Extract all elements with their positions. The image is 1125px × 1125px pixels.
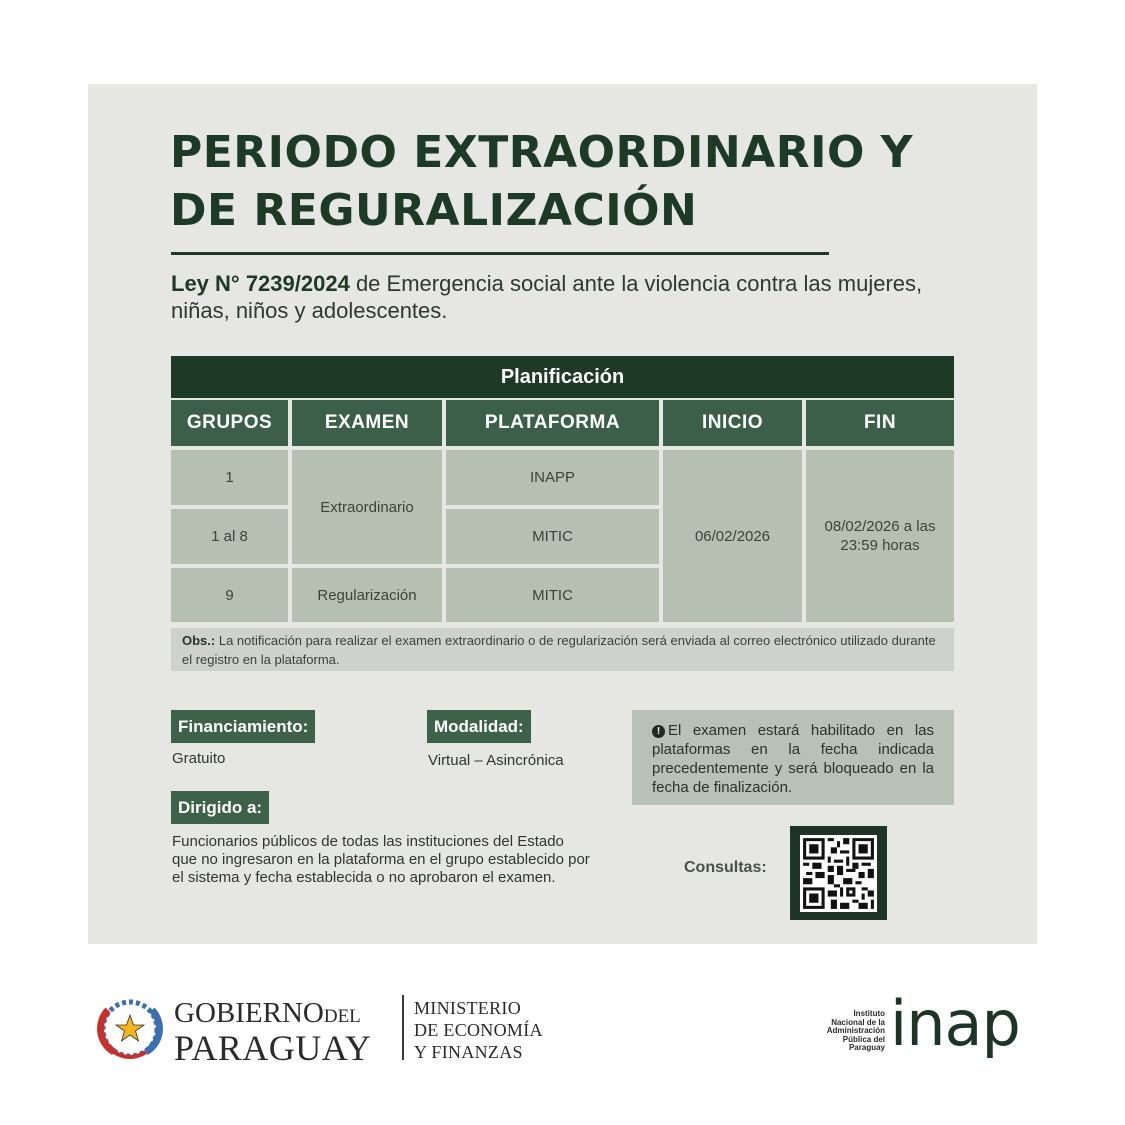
col-header-fin: FIN	[806, 400, 954, 446]
cell-grupo-1: 1	[171, 450, 288, 505]
cell-inicio: 06/02/2026	[663, 450, 802, 622]
cell-plataforma-2: MITIC	[446, 509, 659, 564]
col-header-examen: EXAMEN	[292, 400, 442, 446]
table-caption: Planificación	[171, 356, 954, 398]
col-header-grupos: GRUPOS	[171, 400, 288, 446]
financiamiento-label: Financiamiento:	[171, 710, 315, 743]
cell-examen-extraordinario: Extraordinario	[292, 450, 442, 564]
paraguay-word: PARAGUAY	[174, 1028, 372, 1068]
table-observation	[171, 628, 954, 671]
logo-divider	[402, 995, 404, 1060]
notice-text: El examen estará habilitado en las plataformas en la fecha indicada precedentemente y será bloqueado en la fecha de finalización.	[652, 722, 934, 796]
ministerio-wordmark	[414, 997, 543, 1063]
dirigido-label: Dirigido a:	[171, 791, 269, 824]
consultas-label: Consultas:	[684, 859, 767, 876]
exclamation-icon: !	[652, 725, 665, 738]
law-text: de Emergencia social ante la violencia contra las mujeres, niñas, niños y adolescentes.	[171, 271, 923, 323]
law-description	[171, 270, 971, 324]
notice-box	[632, 710, 954, 805]
inap-wordmark: inap	[890, 987, 1020, 1060]
ministerio-line: Y FINANZAS	[414, 1042, 523, 1062]
financiamiento-value: Gratuito	[172, 750, 226, 767]
modalidad-value: Virtual – Asincrónica	[428, 752, 564, 769]
inap-desc-line: Paraguay	[848, 1043, 885, 1053]
inap-description	[810, 1010, 885, 1053]
obs-label: Obs.:	[182, 633, 216, 648]
inap-desc-line: Nacional de la	[831, 1017, 885, 1027]
title-underline	[171, 252, 829, 255]
cell-grupo-2: 1 al 8	[171, 509, 288, 564]
ministerio-line: MINISTERIO	[414, 998, 521, 1018]
inap-desc-line: Administración	[826, 1026, 885, 1036]
cell-plataforma-1: INAPP	[446, 450, 659, 505]
gobierno-wordmark	[174, 997, 372, 1068]
modalidad-label: Modalidad:	[427, 710, 531, 743]
col-header-inicio: INICIO	[663, 400, 802, 446]
inap-desc-line: Pública del	[842, 1034, 885, 1044]
cell-examen-regularizacion: Regularización	[292, 568, 442, 622]
ministerio-line: DE ECONOMÍA	[414, 1020, 543, 1040]
dirigido-value: Funcionarios públicos de todas las instituciones del Estado que no ingresaron en la plataforma en el grupo establecido por el sistema y fecha establecida o no aprobaron el examen.	[172, 833, 590, 886]
col-header-plataforma: PLATAFORMA	[446, 400, 659, 446]
obs-text: La notificación para realizar el examen extraordinario o de regularización será enviada al correo electrónico utilizado durante el registro en la plataforma.	[182, 633, 936, 667]
law-number: Ley N° 7239/2024	[171, 271, 350, 296]
cell-plataforma-3: MITIC	[446, 568, 659, 622]
inap-desc-line: Instituto	[853, 1009, 885, 1018]
del-word: DEL	[323, 1006, 361, 1027]
gobierno-word: GOBIERNO	[174, 997, 324, 1029]
paraguay-star-logo	[94, 996, 166, 1067]
qr-code[interactable]	[790, 826, 887, 920]
page-title: PERIODO EXTRAORDINARIO Y DE REGURALIZACIÓN	[170, 127, 914, 236]
cell-grupo-3: 9	[171, 568, 288, 622]
qr-code-icon	[800, 835, 877, 912]
cell-fin: 08/02/2026 a las 23:59 horas	[806, 450, 954, 622]
